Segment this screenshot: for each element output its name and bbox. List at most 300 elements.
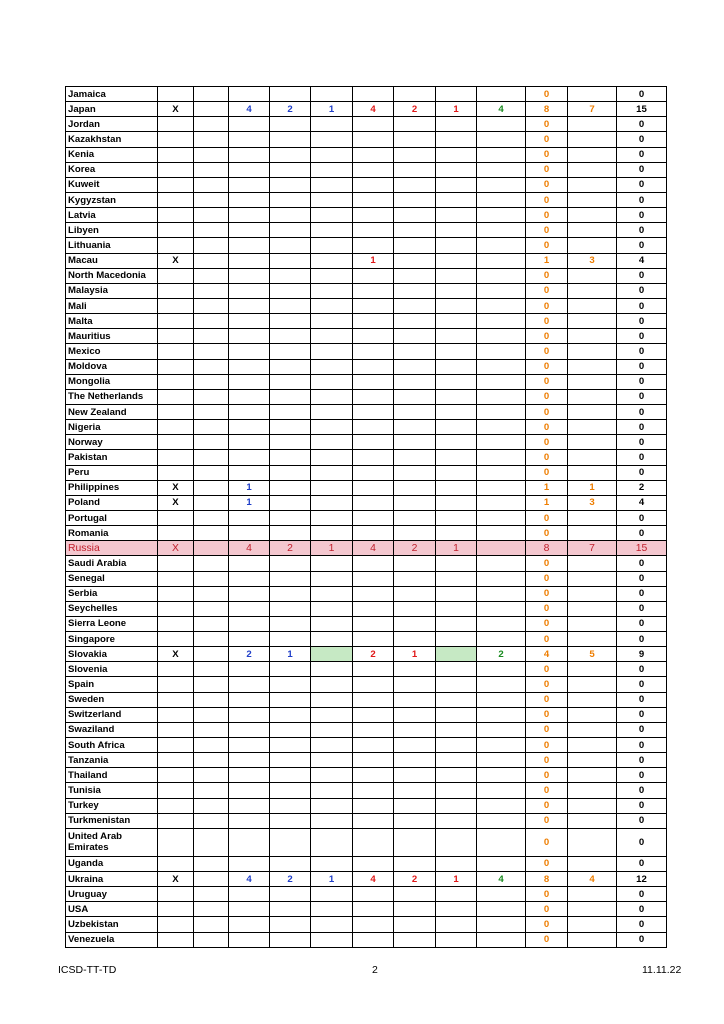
bonus-cell [568,420,617,435]
mark-cell [158,298,194,313]
value-cell [311,798,353,813]
value-cell [229,117,270,132]
empty-cell [194,722,229,737]
empty-cell [194,192,229,207]
value-cell [270,87,311,102]
value-cell [270,238,311,253]
table-row [66,465,667,480]
value-cell [436,389,477,404]
value-cell [436,192,477,207]
value-cell [311,722,353,737]
value-cell [353,208,394,223]
value-cell [394,223,436,238]
country-cell: Romania [66,526,158,541]
value-cell [394,510,436,525]
mark-cell: X [158,102,194,117]
value-cell [311,162,353,177]
value-cell [353,420,394,435]
value-cell [394,404,436,419]
country-cell: Serbia [66,586,158,601]
empty-cell [194,932,229,947]
table-body [66,87,667,948]
value-cell [477,404,526,419]
mark-cell [158,856,194,871]
total-cell: 0 [617,692,667,707]
mark-cell [158,223,194,238]
subtotal-cell: 0 [526,887,568,902]
value-cell [270,902,311,917]
subtotal-cell: 0 [526,813,568,828]
empty-cell [194,495,229,510]
mark-cell [158,359,194,374]
value-cell [436,374,477,389]
total-cell: 0 [617,677,667,692]
total-cell: 4 [617,253,667,268]
value-cell: 1 [311,541,353,556]
value-cell [394,722,436,737]
mark-cell [158,465,194,480]
value-cell [311,314,353,329]
value-cell [311,856,353,871]
value-cell [229,253,270,268]
value-cell [353,677,394,692]
table-row [66,480,667,495]
value-cell [311,783,353,798]
subtotal-cell: 0 [526,268,568,283]
value-cell [477,902,526,917]
table-row [66,450,667,465]
total-cell: 0 [617,902,667,917]
value-cell: 2 [394,102,436,117]
value-cell [229,738,270,753]
value-cell [394,162,436,177]
empty-cell [194,856,229,871]
value-cell [270,738,311,753]
subtotal-cell: 0 [526,132,568,147]
value-cell [477,510,526,525]
empty-cell [194,223,229,238]
value-cell [229,192,270,207]
value-cell: 2 [394,872,436,887]
country-cell: Poland [66,495,158,510]
bonus-cell [568,132,617,147]
value-cell [436,253,477,268]
value-cell [229,556,270,571]
table-row [66,783,667,798]
value-cell [353,828,394,856]
subtotal-cell: 0 [526,314,568,329]
empty-cell [194,753,229,768]
bonus-cell [568,616,617,631]
value-cell [394,495,436,510]
table-row [66,556,667,571]
value-cell [311,117,353,132]
value-cell [229,632,270,647]
table-row [66,632,667,647]
value-cell [477,571,526,586]
value-cell [311,632,353,647]
table-row [66,586,667,601]
value-cell [270,192,311,207]
value-cell [436,828,477,856]
empty-cell [194,344,229,359]
mark-cell: X [158,541,194,556]
value-cell [477,344,526,359]
total-cell: 0 [617,510,667,525]
subtotal-cell: 8 [526,872,568,887]
value-cell [229,753,270,768]
bonus-cell [568,117,617,132]
value-cell [436,208,477,223]
subtotal-cell: 0 [526,117,568,132]
empty-cell [194,647,229,662]
bonus-cell [568,223,617,238]
value-cell [394,556,436,571]
bonus-cell [568,268,617,283]
country-cell: USA [66,902,158,917]
value-cell [394,526,436,541]
empty-cell [194,768,229,783]
bonus-cell [568,677,617,692]
subtotal-cell: 0 [526,147,568,162]
value-cell [270,253,311,268]
total-cell: 0 [617,526,667,541]
value-cell [394,314,436,329]
subtotal-cell: 0 [526,208,568,223]
empty-cell [194,420,229,435]
total-cell: 0 [617,738,667,753]
table-row [66,208,667,223]
value-cell [311,753,353,768]
value-cell [436,526,477,541]
total-cell: 0 [617,435,667,450]
country-cell: Tanzania [66,753,158,768]
value-cell [436,556,477,571]
table-row [66,147,667,162]
table-row [66,374,667,389]
country-cell: Seychelles [66,601,158,616]
value-cell [394,917,436,932]
table-row [66,798,667,813]
value-cell: 2 [270,102,311,117]
value-cell [394,902,436,917]
value-cell [353,632,394,647]
value-cell: 2 [394,541,436,556]
total-cell: 0 [617,856,667,871]
mark-cell [158,722,194,737]
bonus-cell [568,162,617,177]
value-cell [353,329,394,344]
country-cell: Nigeria [66,420,158,435]
table-row [66,87,667,102]
country-cell: Pakistan [66,450,158,465]
total-cell: 0 [617,314,667,329]
value-cell [270,677,311,692]
value-cell: 4 [477,102,526,117]
value-cell [229,132,270,147]
value-cell [436,616,477,631]
total-cell: 0 [617,632,667,647]
value-cell: 2 [229,647,270,662]
value-cell [270,662,311,677]
value-cell [353,238,394,253]
empty-cell [194,813,229,828]
empty-cell [194,465,229,480]
country-cell: Turkey [66,798,158,813]
value-cell [477,586,526,601]
value-cell [229,389,270,404]
value-cell [229,887,270,902]
empty-cell [194,87,229,102]
mark-cell [158,601,194,616]
value-cell [270,495,311,510]
bonus-cell [568,828,617,856]
value-cell: 1 [436,102,477,117]
country-cell: Norway [66,435,158,450]
value-cell [436,329,477,344]
value-cell [229,586,270,601]
table-row [66,314,667,329]
bonus-cell [568,856,617,871]
value-cell: 1 [353,253,394,268]
table-row [66,238,667,253]
value-cell [436,586,477,601]
bonus-cell [568,768,617,783]
value-cell [394,692,436,707]
value-cell [270,177,311,192]
subtotal-cell: 0 [526,435,568,450]
value-cell [270,450,311,465]
subtotal-cell: 0 [526,783,568,798]
value-cell [436,435,477,450]
value-cell [436,87,477,102]
total-cell: 0 [617,571,667,586]
country-cell: Spain [66,677,158,692]
empty-cell [194,902,229,917]
empty-cell [194,298,229,313]
value-cell [353,177,394,192]
value-cell [353,298,394,313]
empty-cell [194,601,229,616]
value-cell [394,389,436,404]
value-cell: 4 [353,102,394,117]
country-cell: Malaysia [66,283,158,298]
value-cell [394,632,436,647]
value-cell [229,707,270,722]
total-cell: 0 [617,298,667,313]
value-cell [477,783,526,798]
value-cell [477,177,526,192]
value-cell [477,856,526,871]
value-cell [311,662,353,677]
value-cell [353,798,394,813]
value-cell [394,753,436,768]
value-cell [229,268,270,283]
value-cell [311,828,353,856]
mark-cell [158,798,194,813]
subtotal-cell: 0 [526,768,568,783]
subtotal-cell: 0 [526,556,568,571]
total-cell: 0 [617,404,667,419]
value-cell [229,783,270,798]
value-cell [394,329,436,344]
mark-cell [158,738,194,753]
value-cell [353,722,394,737]
mark-cell [158,616,194,631]
table-row [66,495,667,510]
value-cell [270,917,311,932]
value-cell [394,87,436,102]
table-row [66,601,667,616]
value-cell [394,738,436,753]
empty-cell [194,480,229,495]
value-cell [270,162,311,177]
country-cell: Thailand [66,768,158,783]
value-cell [436,887,477,902]
footer-page-number: 2 [372,964,378,976]
mark-cell [158,692,194,707]
mark-cell [158,314,194,329]
empty-cell [194,917,229,932]
value-cell [477,283,526,298]
mark-cell: X [158,495,194,510]
value-cell [353,556,394,571]
mark-cell [158,238,194,253]
value-cell [311,87,353,102]
bonus-cell [568,359,617,374]
value-cell [270,722,311,737]
total-cell: 0 [617,132,667,147]
table-row [66,510,667,525]
empty-cell [194,887,229,902]
country-cell: Singapore [66,632,158,647]
value-cell [477,556,526,571]
value-cell [311,917,353,932]
value-cell [353,374,394,389]
table-row [66,420,667,435]
mark-cell [158,707,194,722]
value-cell [436,480,477,495]
table-row [66,677,667,692]
value-cell [270,420,311,435]
value-cell [270,374,311,389]
country-cell: Mauritius [66,329,158,344]
value-cell [394,677,436,692]
value-cell [477,813,526,828]
subtotal-cell: 0 [526,420,568,435]
value-cell [477,420,526,435]
value-cell [311,147,353,162]
empty-cell [194,404,229,419]
bonus-cell [568,902,617,917]
empty-cell [194,586,229,601]
total-cell: 15 [617,541,667,556]
empty-cell [194,738,229,753]
value-cell [353,223,394,238]
value-cell [394,450,436,465]
value-cell [353,783,394,798]
value-cell [477,314,526,329]
total-cell: 0 [617,329,667,344]
country-cell: Libyen [66,223,158,238]
value-cell [436,132,477,147]
empty-cell [194,314,229,329]
table-row [66,389,667,404]
value-cell [311,268,353,283]
value-cell [353,268,394,283]
bonus-cell [568,586,617,601]
country-cell: North Macedonia [66,268,158,283]
value-cell [311,510,353,525]
value-cell [311,283,353,298]
country-cell: Sweden [66,692,158,707]
total-cell: 9 [617,647,667,662]
bonus-cell [568,374,617,389]
value-cell [436,268,477,283]
value-cell [229,722,270,737]
value-cell [353,902,394,917]
country-cell: The Netherlands [66,389,158,404]
total-cell: 0 [617,359,667,374]
bonus-cell [568,87,617,102]
total-cell: 0 [617,87,667,102]
country-cell: Philippines [66,480,158,495]
value-cell [270,223,311,238]
total-cell: 0 [617,586,667,601]
value-cell [477,932,526,947]
value-cell [353,435,394,450]
table-row [66,283,667,298]
value-cell [436,571,477,586]
mark-cell [158,902,194,917]
value-cell [311,374,353,389]
total-cell: 0 [617,223,667,238]
table-row [66,616,667,631]
value-cell [436,420,477,435]
value-cell [436,753,477,768]
total-cell: 0 [617,208,667,223]
value-cell [270,556,311,571]
value-cell [394,374,436,389]
empty-cell [194,238,229,253]
bonus-cell [568,813,617,828]
value-cell [394,192,436,207]
value-cell [477,541,526,556]
subtotal-cell: 4 [526,647,568,662]
mark-cell: X [158,872,194,887]
value-cell [436,359,477,374]
value-cell [477,298,526,313]
value-cell [436,677,477,692]
footer-doc-id: ICSD-TT-TD [58,964,117,976]
value-cell [436,902,477,917]
value-cell: 2 [270,541,311,556]
empty-cell [194,253,229,268]
subtotal-cell: 0 [526,753,568,768]
country-cell: Peru [66,465,158,480]
value-cell [311,738,353,753]
total-cell: 0 [617,616,667,631]
value-cell [477,450,526,465]
subtotal-cell: 0 [526,722,568,737]
mark-cell [158,932,194,947]
subtotal-cell: 0 [526,707,568,722]
value-cell [353,147,394,162]
value-cell [229,162,270,177]
value-cell [394,798,436,813]
mark-cell [158,571,194,586]
value-cell [311,223,353,238]
